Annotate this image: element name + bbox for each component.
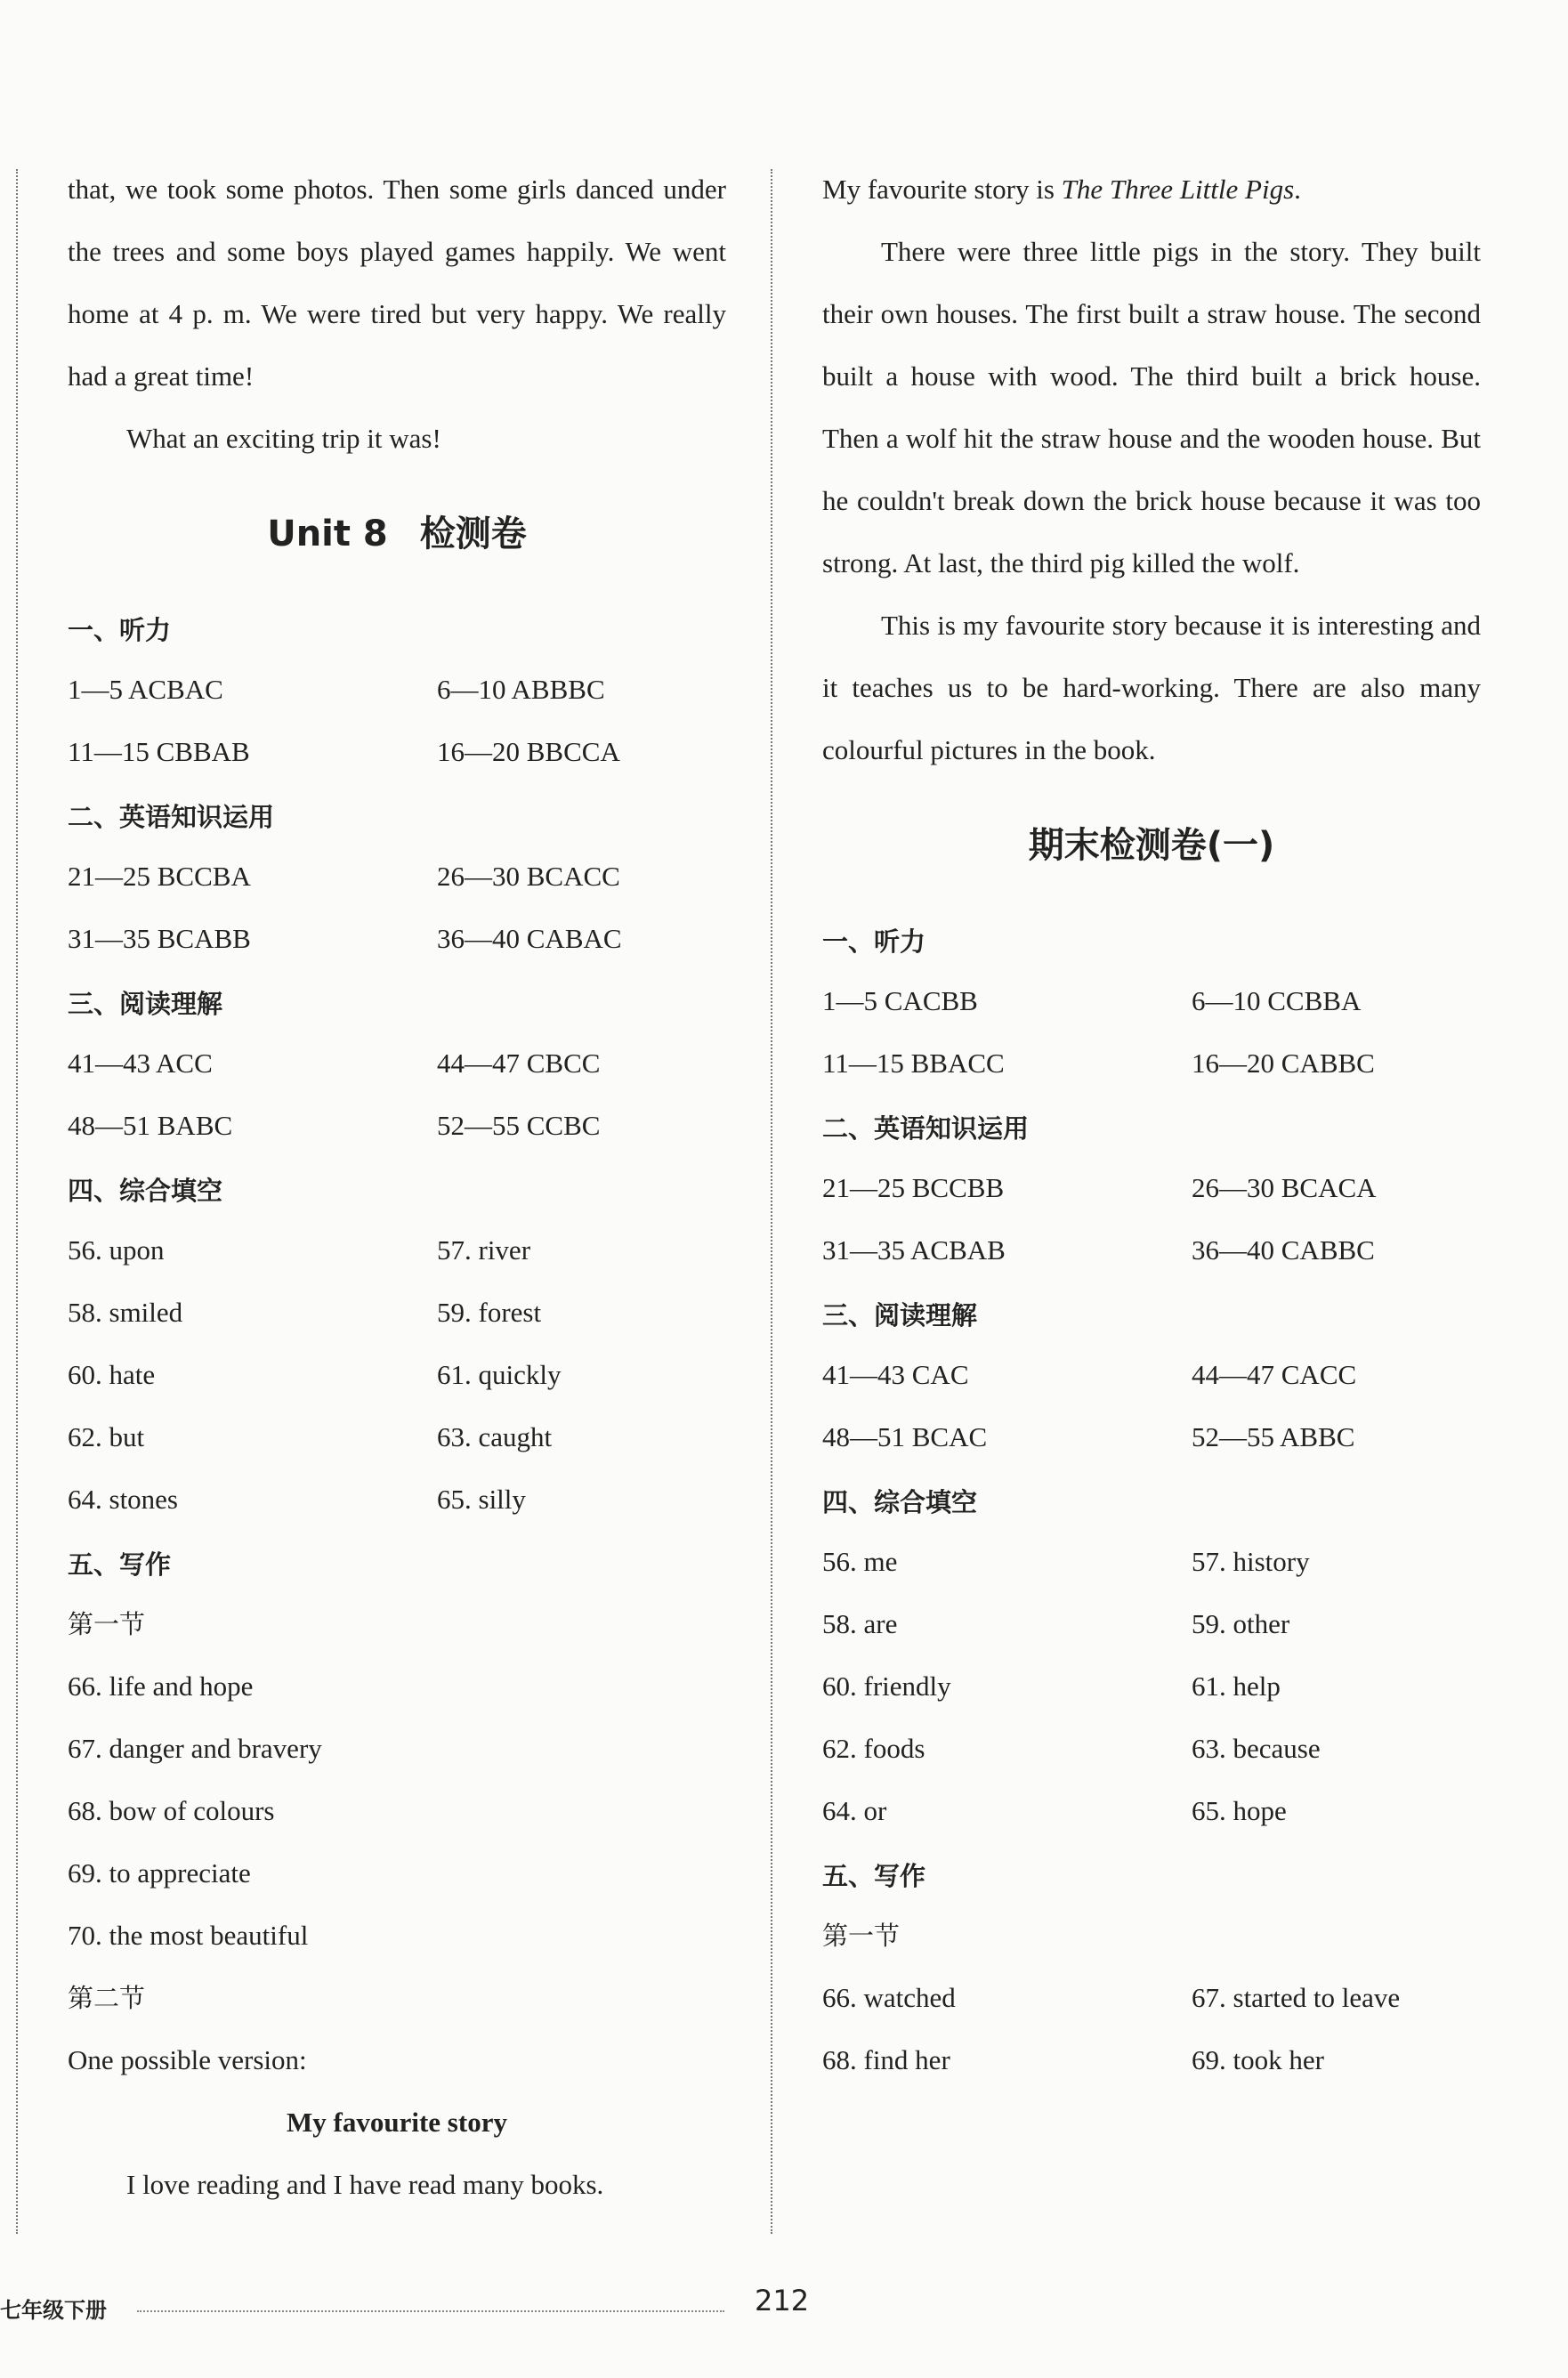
section-heading-listening: 一、听力 — [822, 926, 926, 957]
answer-row — [822, 970, 1481, 1032]
unit-title-zh: 检测卷 — [419, 514, 527, 554]
page-number: 212 — [755, 2284, 810, 2317]
section-heading-reading: 三、阅读理解 — [822, 1300, 978, 1331]
answer-cell: 57. history — [1192, 1546, 1310, 1577]
answer-cell: 67. started to leave — [1192, 1982, 1401, 2013]
section-heading-cloze: 四、综合填空 — [68, 1176, 223, 1206]
answer-row — [822, 1655, 1481, 1718]
answer-row — [68, 1905, 726, 1967]
answer-cell: 63. caught — [437, 1421, 553, 1452]
answer-row — [822, 2029, 1481, 2091]
answer-cell: 61. quickly — [437, 1359, 562, 1390]
answer-cell: 68. bow of colours — [68, 1795, 275, 1826]
answer-cell: 62. but — [68, 1421, 145, 1452]
answer-cell: 31—35 ACBAB — [822, 1234, 1006, 1266]
answer-cell: 57. river — [437, 1234, 531, 1266]
answer-cell: 62. foods — [822, 1733, 925, 1764]
answer-row — [68, 908, 726, 970]
answer-cell: 64. stones — [68, 1484, 178, 1515]
answer-cell: 61. help — [1192, 1670, 1281, 1702]
right-column — [822, 158, 1481, 2091]
footer-dotted-rule — [137, 2310, 724, 2312]
answer-cell: 60. hate — [68, 1359, 156, 1390]
final-exam-title: 期末检测卷(一) — [1028, 825, 1275, 866]
answer-row — [68, 1219, 726, 1282]
story-title: The Three Little Pigs — [1061, 174, 1295, 205]
answer-cell: 60. friendly — [822, 1670, 951, 1702]
answer-cell: 56. me — [822, 1546, 898, 1577]
answer-cell: 66. life and hope — [68, 1670, 254, 1702]
story-paragraph: that, we took some photos. Then some girls danced under the trees and some boys played games happily. We went home at 4 p. m. We were tired but very happy. We really had a great time! — [68, 174, 726, 392]
answer-row — [822, 1718, 1481, 1780]
answer-cell: 21—25 BCCBA — [68, 861, 251, 892]
answer-cell: 11—15 BBACC — [822, 1047, 1005, 1079]
answer-cell: 36—40 CABBC — [1192, 1234, 1375, 1266]
essay-paragraph: There were three little pigs in the story. They built their own houses. The first built a straw house. The second built a house with wood. The third built a brick house. Then a wolf hit the straw house and the wooden house. But he couldn't break down the brick house because it was too strong. At last, the third pig killed the wolf. — [822, 236, 1481, 578]
answer-cell: 31—35 BCABB — [68, 923, 251, 954]
answer-row — [68, 1282, 726, 1344]
answer-row — [68, 721, 726, 783]
answer-row — [68, 1095, 726, 1157]
answer-row — [68, 659, 726, 721]
answer-cell: 52—55 CCBC — [437, 1110, 601, 1141]
section-heading-writing: 五、写作 — [822, 1861, 926, 1891]
answer-cell: 16—20 BBCCA — [437, 736, 620, 767]
answer-row — [68, 1718, 726, 1780]
answer-cell: 48—51 BABC — [68, 1110, 233, 1141]
answer-row — [68, 1468, 726, 1531]
answer-row — [68, 1780, 726, 1842]
version-label: One possible version: — [68, 2044, 307, 2075]
unit8-test-title — [68, 481, 726, 596]
answer-row — [822, 1157, 1481, 1219]
section-heading-writing: 五、写作 — [68, 1549, 172, 1580]
answer-row — [822, 1406, 1481, 1468]
answer-cell: 58. are — [822, 1608, 898, 1639]
answer-row — [822, 1344, 1481, 1406]
answer-cell: 65. hope — [1192, 1795, 1287, 1826]
answer-cell: 64. or — [822, 1795, 887, 1826]
section-heading-language-use: 二、英语知识运用 — [68, 802, 275, 832]
answer-cell: 26—30 BCACC — [437, 861, 620, 892]
section-heading-language-use: 二、英语知识运用 — [822, 1113, 1030, 1144]
answer-cell: 52—55 ABBC — [1192, 1421, 1355, 1452]
part-label: 第二节 — [68, 1983, 146, 2013]
answer-cell: 36—40 CABAC — [437, 923, 622, 954]
grade-label: 七年级下册 — [0, 2298, 107, 2323]
answer-row — [68, 1655, 726, 1718]
answer-cell: 69. took her — [1192, 2044, 1324, 2075]
answer-row — [822, 1780, 1481, 1842]
essay-title: My favourite story — [287, 2107, 507, 2138]
answer-cell: 66. watched — [822, 1982, 956, 2013]
answer-cell: 41—43 ACC — [68, 1047, 213, 1079]
answer-cell: 68. find her — [822, 2044, 950, 2075]
section-heading-reading: 三、阅读理解 — [68, 989, 223, 1019]
answer-row — [822, 1967, 1481, 2029]
answer-row — [68, 1344, 726, 1406]
answer-row — [68, 1842, 726, 1905]
answer-cell: 63. because — [1192, 1733, 1321, 1764]
answer-row — [68, 1406, 726, 1468]
part-label: 第一节 — [68, 1609, 146, 1639]
left-column — [68, 158, 726, 2216]
part-label: 第一节 — [822, 1921, 901, 1951]
essay-paragraph: This is my favourite story because it is interesting and it teaches us to be hard-working. There are also many colourful pictures in the book. — [822, 610, 1481, 765]
answer-cell: 69. to appreciate — [68, 1857, 251, 1889]
answer-cell: 67. danger and bravery — [68, 1733, 322, 1764]
binding-margin-line-left — [16, 169, 18, 2234]
answer-cell: 6—10 ABBBC — [437, 674, 605, 705]
answer-cell: 44—47 CBCC — [437, 1047, 601, 1079]
section-heading-cloze: 四、综合填空 — [822, 1487, 978, 1517]
answer-cell: 16—20 CABBC — [1192, 1047, 1375, 1079]
answer-cell: 59. forest — [437, 1297, 542, 1328]
answer-cell: 1—5 CACBB — [822, 985, 978, 1016]
answer-row — [68, 1032, 726, 1095]
answer-row — [68, 845, 726, 908]
answer-row — [822, 1593, 1481, 1655]
unit-title-en: Unit 8 — [267, 514, 388, 554]
answer-row — [822, 1032, 1481, 1095]
answer-cell: 48—51 BCAC — [822, 1421, 988, 1452]
answer-cell: 44—47 CACC — [1192, 1359, 1357, 1390]
answer-cell: 70. the most beautiful — [68, 1920, 309, 1951]
answer-cell: 41—43 CAC — [822, 1359, 969, 1390]
page-footer — [0, 2284, 1568, 2328]
story-closing-line: What an exciting trip it was! — [126, 423, 441, 454]
answer-cell: 21—25 BCCBB — [822, 1172, 1005, 1203]
essay-paragraph: I love reading and I have read many books. — [126, 2169, 604, 2200]
answer-cell: 56. upon — [68, 1234, 165, 1266]
essay-paragraph: My favourite story is The Three Little Pigs. — [822, 174, 1301, 205]
section-heading-listening: 一、听力 — [68, 615, 172, 645]
column-divider-line — [771, 169, 772, 2234]
answer-row — [822, 1219, 1481, 1282]
answer-cell: 58. smiled — [68, 1297, 183, 1328]
answer-cell: 59. other — [1192, 1608, 1290, 1639]
answer-cell: 11—15 CBBAB — [68, 736, 250, 767]
answer-cell: 1—5 ACBAC — [68, 674, 223, 705]
answer-cell: 6—10 CCBBA — [1192, 985, 1362, 1016]
answer-cell: 65. silly — [437, 1484, 526, 1515]
answer-cell: 26—30 BCACA — [1192, 1172, 1377, 1203]
answer-row — [822, 1531, 1481, 1593]
